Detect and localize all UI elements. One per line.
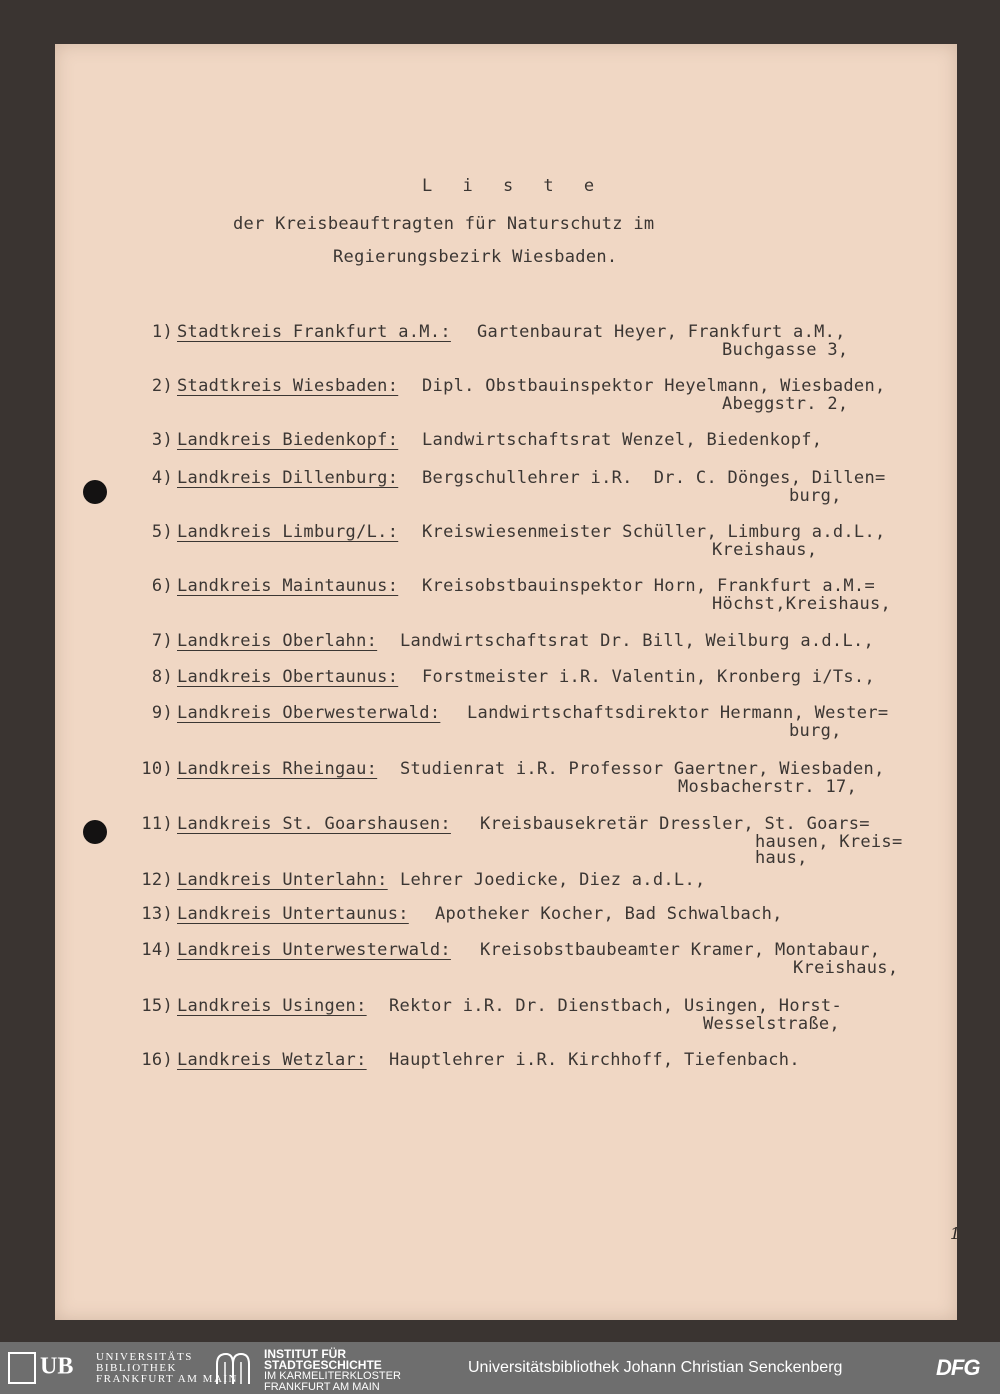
entry-official: Kreisobstbaubeamter Kramer, Montabaur,	[480, 940, 881, 960]
entry-continuation: Wesselstraße,	[703, 1014, 840, 1034]
entry-district: Landkreis St. Goarshausen:	[177, 814, 451, 834]
entry-number: 5)	[151, 522, 173, 542]
entry-official: Landwirtschaftsdirektor Hermann, Wester=	[467, 703, 889, 723]
entry-continuation: Höchst,Kreishaus,	[712, 594, 892, 614]
entry-continuation: Buchgasse 3,	[722, 340, 849, 360]
isg-name	[264, 1349, 401, 1393]
isg-name-line: FRANKFURT AM MAIN	[264, 1381, 380, 1393]
entry-continuation: hausen, Kreis=	[755, 832, 903, 852]
entry-continuation: Abeggstr. 2,	[722, 394, 849, 414]
entry-official: Dipl. Obstbauinspektor Heyelmann, Wiesbaden,	[422, 376, 886, 396]
entry-number: 13)	[141, 904, 173, 924]
entry-district: Landkreis Maintaunus:	[177, 576, 399, 596]
ub-name-line: BIBLIOTHEK	[96, 1362, 177, 1374]
entry-number: 16)	[141, 1050, 173, 1070]
entry-continuation: Kreishaus,	[712, 540, 818, 560]
entry-continuation: Kreishaus,	[793, 958, 899, 978]
punch-hole	[83, 820, 107, 844]
entry-official: Kreisobstbauinspektor Horn, Frankfurt a.M.=	[422, 576, 875, 596]
entry-number: 6)	[151, 576, 173, 596]
isg-name-line: STADTGESCHICHTE	[264, 1358, 382, 1372]
entry-district: Landkreis Oberlahn:	[177, 631, 378, 651]
library-name: Universitätsbibliothek Johann Christian Senckenberg	[468, 1359, 843, 1376]
document-title: L i s t e	[422, 176, 605, 196]
entry-district: Landkreis Limburg/L.:	[177, 522, 399, 542]
entry-official: Lehrer Joedicke, Diez a.d.L.,	[400, 870, 706, 890]
entry-district: Landkreis Wetzlar:	[177, 1050, 367, 1070]
entry-number: 10)	[141, 759, 173, 779]
entry-number: 11)	[141, 814, 173, 834]
entry-district: Landkreis Untertaunus:	[177, 904, 409, 924]
ub-name-line: UNIVERSITÄTS	[96, 1351, 193, 1363]
entry-district: Landkreis Dillenburg:	[177, 468, 399, 488]
entry-official: Studienrat i.R. Professor Gaertner, Wiesbaden,	[400, 759, 885, 779]
entry-official: Bergschullehrer i.R. Dr. C. Dönges, Dillen=	[422, 468, 886, 488]
entry-official: Kreisbausekretär Dressler, St. Goars=	[480, 814, 870, 834]
entry-number: 14)	[141, 940, 173, 960]
entry-district: Landkreis Oberwesterwald:	[177, 703, 441, 723]
entry-district: Landkreis Usingen:	[177, 996, 367, 1016]
page-mark: 1	[950, 1224, 961, 1243]
entry-continuation: Mosbacherstr. 17,	[678, 777, 858, 797]
entry-district: Landkreis Unterwesterwald:	[177, 940, 451, 960]
entry-continuation: burg,	[789, 486, 842, 506]
entry-district: Landkreis Rheingau:	[177, 759, 378, 779]
entry-official: Landwirtschaftsrat Dr. Bill, Weilburg a.d.L.,	[400, 631, 875, 651]
document-subtitle: der Kreisbeauftragten für Naturschutz im	[233, 214, 655, 234]
entry-district: Landkreis Obertaunus:	[177, 667, 399, 687]
isg-name-line: IM KARMELITERKLOSTER	[264, 1370, 401, 1382]
document-page	[55, 44, 961, 1320]
entry-number: 12)	[141, 870, 173, 890]
entry-number: 7)	[151, 631, 173, 651]
entry-district: Stadtkreis Wiesbaden:	[177, 376, 399, 396]
entry-official: Apotheker Kocher, Bad Schwalbach,	[435, 904, 783, 924]
entry-number: 4)	[151, 468, 173, 488]
entry-official: Hauptlehrer i.R. Kirchhoff, Tiefenbach.	[389, 1050, 800, 1070]
footer-bar	[0, 1342, 1000, 1394]
entry-official: Rektor i.R. Dr. Dienstbach, Usingen, Horst-	[389, 996, 842, 1016]
entry-number: 3)	[151, 430, 173, 450]
entry-number: 9)	[151, 703, 173, 723]
ub-logo-text: UB	[40, 1353, 74, 1380]
entry-official: Gartenbaurat Heyer, Frankfurt a.M.,	[477, 322, 846, 342]
isg-building-icon	[214, 1350, 252, 1386]
ub-name-line: FRANKFURT AM MAIN	[96, 1373, 238, 1385]
entry-official: Kreiswiesenmeister Schüller, Limburg a.d.L.,	[422, 522, 886, 542]
entry-continuation: haus,	[755, 848, 808, 868]
entry-number: 8)	[151, 667, 173, 687]
ub-portrait-icon	[8, 1352, 36, 1384]
punch-hole	[83, 480, 107, 504]
entry-number: 1)	[151, 322, 173, 342]
entry-district: Stadtkreis Frankfurt a.M.:	[177, 322, 451, 342]
entry-number: 15)	[141, 996, 173, 1016]
entry-district: Landkreis Unterlahn:	[177, 870, 388, 890]
entry-continuation: burg,	[789, 721, 842, 741]
entry-official: Forstmeister i.R. Valentin, Kronberg i/Ts.,	[422, 667, 875, 687]
entry-number: 2)	[151, 376, 173, 396]
entry-official: Landwirtschaftsrat Wenzel, Biedenkopf,	[422, 430, 823, 450]
isg-name-line: INSTITUT FÜR	[264, 1347, 346, 1361]
entry-district: Landkreis Biedenkopf:	[177, 430, 399, 450]
dfg-logo: DFG	[936, 1355, 980, 1380]
ub-logo	[8, 1352, 73, 1384]
document-subtitle: Regierungsbezirk Wiesbaden.	[333, 247, 618, 267]
